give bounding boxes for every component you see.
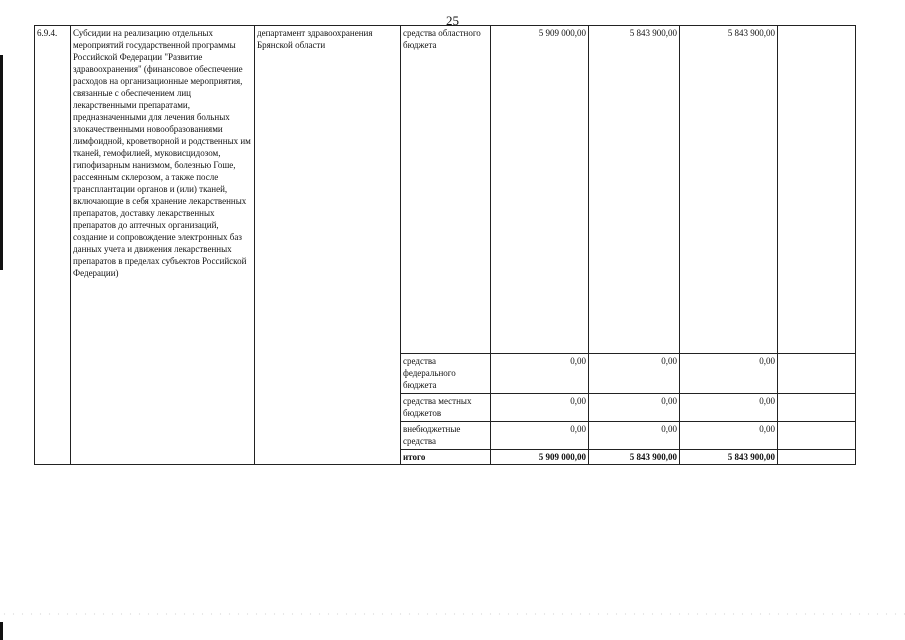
value-year-2: 0,00 (589, 422, 680, 450)
page-number: 25 (446, 13, 459, 28)
scan-noise (0, 612, 905, 616)
value-year-3: 0,00 (680, 354, 778, 394)
value-year-2: 5 843 900,00 (589, 450, 680, 465)
source-name: итого (401, 450, 491, 465)
scan-edge-mark (0, 622, 3, 640)
value-year-3: 5 843 900,00 (680, 450, 778, 465)
scan-edge-mark (0, 55, 3, 270)
value-year-3: 0,00 (680, 394, 778, 422)
source-name: средства местных бюджетов (401, 394, 491, 422)
value-year-1: 5 909 000,00 (491, 450, 589, 465)
budget-table (34, 25, 856, 465)
row-number: 6.9.4. (35, 26, 71, 465)
executor-cell: департамент здравоохранения Брянской области (255, 26, 401, 465)
value-year-2: 0,00 (589, 394, 680, 422)
empty-cell (778, 26, 856, 354)
value-year-3: 0,00 (680, 422, 778, 450)
source-name: средства федерального бюджета (401, 354, 491, 394)
source-name: внебюджетные средства (401, 422, 491, 450)
empty-cell (778, 394, 856, 422)
source-name: средства областного бюджета (401, 26, 491, 354)
measure-description: Субсидии на реализацию отдельных мероприятий государственной программы Российской Федерации "Развитие здравоохранения" (финансовое обеспечение расходов на организационные мероприятия, связанные с обеспечением лиц лекарственными препаратами, предназначенными для лечения больных злокачественными новообразованиями лимфоидной, кроветворной и родственных им тканей, гемофилией, муковисцидозом, гипофизарным нанизмом, болезнью Гоше, рассеянным склерозом, а также после трансплантации органов и (или) тканей, включающие в себя хранение лекарственных препаратов, доставку лекарственных препаратов до аптечных организаций, создание и сопровождение электронных баз данных учета и движения лекарственных препаратов в пределах субъектов Российской Федерации) (71, 26, 255, 465)
empty-cell (778, 450, 856, 465)
value-year-2: 5 843 900,00 (589, 26, 680, 354)
value-year-3: 5 843 900,00 (680, 26, 778, 354)
value-year-2: 0,00 (589, 354, 680, 394)
value-year-1: 0,00 (491, 422, 589, 450)
table-row (35, 26, 856, 354)
empty-cell (778, 354, 856, 394)
empty-cell (778, 422, 856, 450)
value-year-1: 5 909 000,00 (491, 26, 589, 354)
value-year-1: 0,00 (491, 354, 589, 394)
value-year-1: 0,00 (491, 394, 589, 422)
